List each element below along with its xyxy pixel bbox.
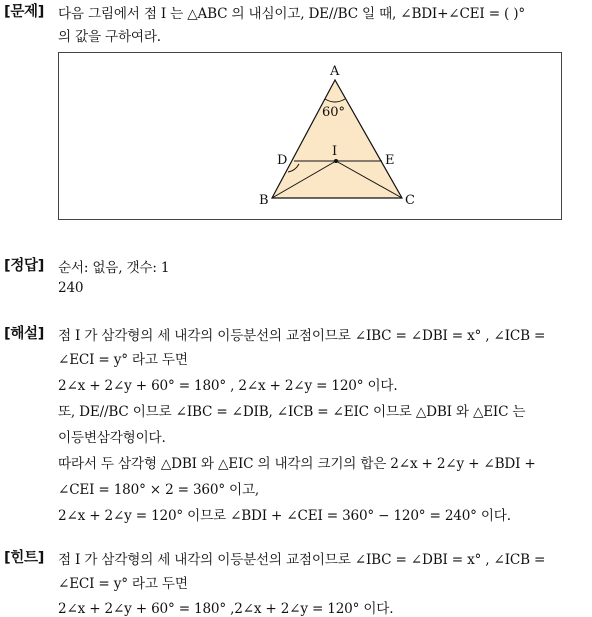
hint-line: 점 I 가 삼각형의 세 내각의 이등분선의 교점이므로 ∠IBC = ∠DBI = x° , ∠ICB = (58, 552, 546, 568)
label-b: B (259, 193, 269, 208)
solution-line: ∠ECI = y° 라고 두면 (58, 352, 188, 368)
triangle-diagram (59, 53, 563, 221)
problem-label: [문제] (4, 4, 45, 20)
answer-label: [정답] (4, 258, 45, 274)
solution-line: ∠CEI = 180° × 2 = 360° 이고, (58, 482, 260, 498)
label-angle-60: 60° (322, 105, 346, 120)
solution-line: 점 I 가 삼각형의 세 내각의 이등분선의 교점이므로 ∠IBC = ∠DBI = x° , ∠ICB = (58, 328, 546, 344)
solution-line: 또, DE//BC 이므로 ∠IBC = ∠DIB, ∠ICB = ∠EIC 이므로 △DBI 와 △EIC 는 (58, 404, 526, 420)
hint-line: 2∠x + 2∠y + 60° = 180° ,2∠x + 2∠y = 120° 이다. (58, 601, 394, 617)
problem-text-line-1: 다음 그림에서 점 I 는 △ABC 의 내심이고, DE//BC 일 때, ∠BDI+∠CEI = ( )° (58, 6, 525, 22)
label-a: A (330, 64, 340, 79)
label-i: I (332, 144, 338, 159)
label-d: D (277, 153, 288, 168)
problem-text-line-2: 의 값을 구하여라. (58, 29, 161, 45)
hint-line: ∠ECI = y° 라고 두면 (58, 576, 188, 592)
label-e: E (385, 153, 395, 168)
answer-order-count: 순서: 없음, 갯수: 1 (58, 260, 170, 276)
solution-line: 2∠x + 2∠y = 120° 이므로 ∠BDI + ∠CEI = 360° − 120° = 240° 이다. (58, 508, 511, 524)
label-c: C (405, 193, 415, 208)
solution-line: 따라서 두 삼각형 △DBI 와 △EIC 의 내각의 크기의 합은 2∠x + 2∠y + ∠BDI + (58, 456, 536, 472)
solution-line: 이등변삼각형이다. (58, 430, 166, 446)
answer-value: 240 (58, 280, 84, 296)
triangle-figure (58, 52, 562, 220)
triangle-abc (272, 80, 402, 198)
solution-line: 2∠x + 2∠y + 60° = 180° , 2∠x + 2∠y = 120° 이다. (58, 378, 398, 394)
hint-label: [힌트] (4, 550, 45, 566)
solution-label: [해설] (4, 326, 45, 342)
incenter-point (334, 159, 338, 163)
